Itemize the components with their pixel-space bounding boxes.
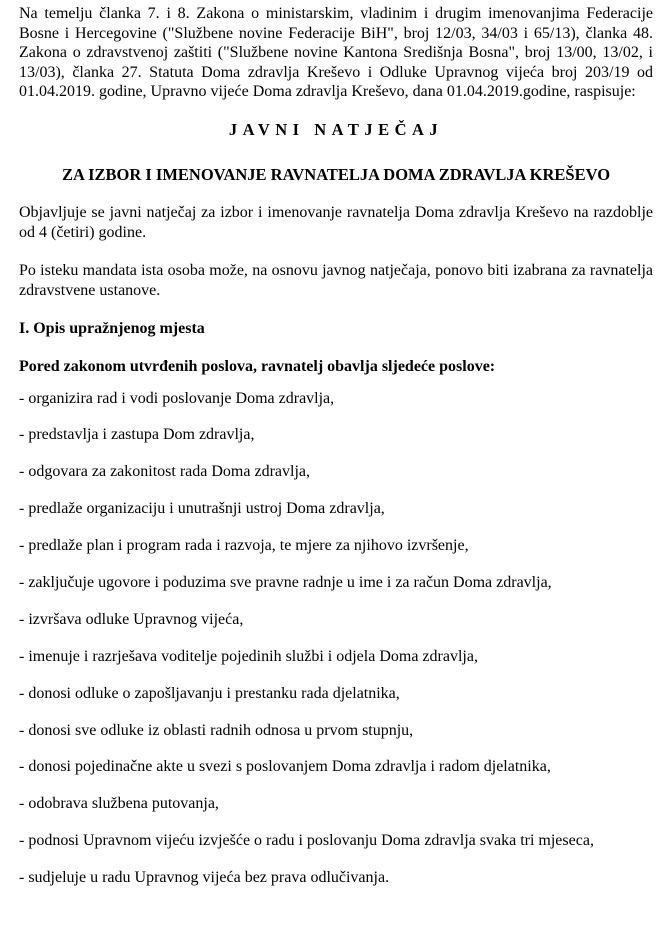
intro-paragraph: Na temelju članka 7. i 8. Zakona o ministarskim, vladinim i drugim imenovanjima Federacije Bosne i Hercegovine ("Službene novine Federacije BiH", broj 12/03, 34/03 i 65/13), članka 48. Zakona o zdravstvenoj zaštiti ("Službene novine Kantona Središnja Bosna", broj 13/00, 13/02, i 13/03), članka 27. Statuta Doma zdravlja Kreševo i Odluke Upravnog vijeća broj 203/19 od 01.04.2019. godine, Upravno vijeće Doma zdravlja Kreševo, dana 01.04.2019.godine, raspisuje: xyxy=(19,5,653,100)
announcement-paragraph: Objavljuje se javni natječaj za izbor i imenovanje ravnatelja Doma zdravlja Kreševo na razdoblje od 4 (četiri) godine. xyxy=(19,203,653,241)
duties-list xyxy=(19,389,653,889)
list-item: - donosi sve odluke iz oblasti radnih odnosa u prvom stupnju, xyxy=(19,721,414,739)
list-item: - donosi odluke o zapošljavanju i prestanku rada djelatnika, xyxy=(19,684,400,702)
list-item: - imenuje i razrješava voditelje pojedinih službi i odjela Doma zdravlja, xyxy=(19,647,478,665)
list-item: - predlaže plan i program rada i razvoja, te mjere za njihovo izvršenje, xyxy=(19,537,469,555)
list-item: - organizira rad i vodi poslovanje Doma zdravlja, xyxy=(19,389,335,407)
list-item: - odobrava službena putovanja, xyxy=(19,795,219,813)
list-item: - sudjeluje u radu Upravnog vijeća bez prava odlučivanja. xyxy=(19,869,390,887)
list-item: - donosi pojedinačne akte u svezi s poslovanjem Doma zdravlja i radom djelatnika, xyxy=(19,758,551,776)
list-item: - podnosi Upravnom vijeću izvješće o radu i poslovanju Doma zdravlja svaka tri mjeseca, xyxy=(19,832,594,850)
duties-heading: Pored zakonom utvrđenih poslova, ravnatelj obavlja sljedeće poslove: xyxy=(19,357,496,375)
section-heading: I. Opis upražnjenog mjesta xyxy=(19,319,205,337)
list-item: - zaključuje ugovore i poduzima sve pravne radnje u ime i za račun Doma zdravlja, xyxy=(19,573,552,591)
list-item: - izvršava odluke Upravnog vijeća, xyxy=(19,610,244,628)
list-item: - predlaže organizaciju i unutrašnji ustroj Doma zdravlja, xyxy=(19,500,385,518)
list-item: - predstavlja i zastupa Dom zdravlja, xyxy=(19,426,255,444)
document-title: JAVNI NATJEČAJ xyxy=(228,119,444,139)
mandate-paragraph: Po isteku mandata ista osoba može, na osnovu javnog natječaja, ponovo biti izabrana za ravnatelja zdravstvene ustanove. xyxy=(19,261,653,299)
document-subtitle: ZA IZBOR I IMENOVANJE RAVNATELJA DOMA ZDRAVLJA KREŠEVO xyxy=(61,164,611,184)
list-item: - odgovara za zakonitost rada Doma zdravlja, xyxy=(19,463,310,481)
